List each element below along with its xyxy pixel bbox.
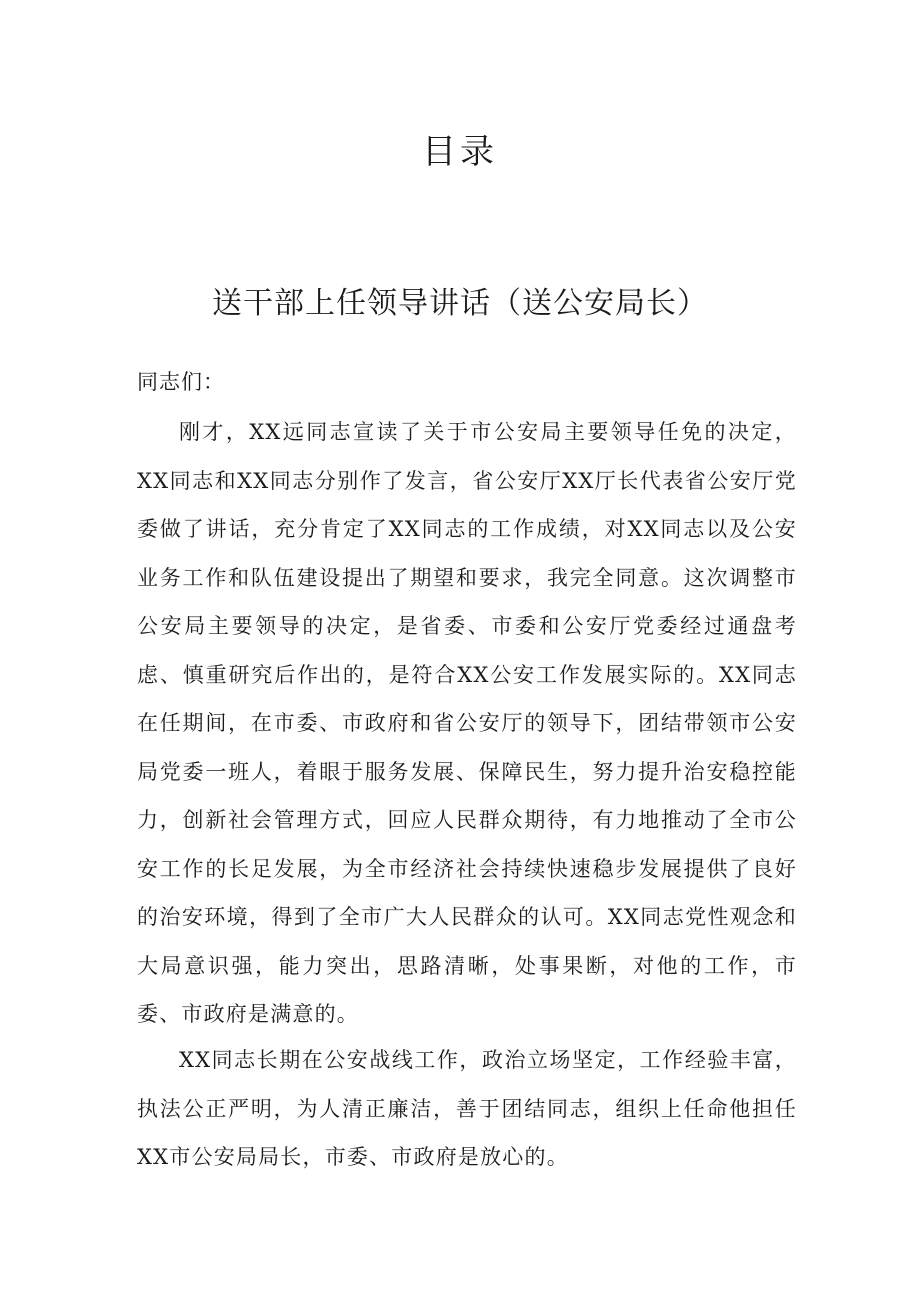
paragraph-1: 刚才，XX远同志宣读了关于市公安局主要领导任免的决定，XX同志和XX同志分别作了发言，省公安厅XX厅长代表省公安厅党委做了讲话，充分肯定了XX同志的工作成绩，对XX同志以及公安业务工作和队伍建设提出了期望和要求，我完全同意。这次调整市公安局主要领导的决定，是省委、市委和公安厅党委经过通盘考虑、慎重研究后作出的，是符合XX公安工作发展实际的。XX同志在任期间，在市委、市政府和省公安厅的领导下，团结带领市公安局党委一班人，着眼于服务发展、保障民生，努力提升治安稳控能力，创新社会管理方式，回应人民群众期待，有力地推动了全市公安工作的长足发展，为全市经济社会持续快速稳步发展提供了良好的治安环境，得到了全市广大人民群众的认可。XX同志党性观念和大局意识强，能力突出，思路清晰，处事果断，对他的工作，市委、市政府是满意的。 — [137, 420, 797, 1026]
salutation: 同志们： — [137, 370, 225, 394]
speech-title: 送干部上任领导讲话（送公安局长） — [212, 286, 708, 321]
toc-heading: 目录 — [422, 132, 498, 172]
paragraph-2: XX同志长期在公安战线工作，政治立场坚定，工作经验丰富，执法公正严明，为人清正廉洁，善于团结同志，组织上任命他担任XX市公安局局长，市委、市政府是放心的。 — [137, 1048, 797, 1169]
